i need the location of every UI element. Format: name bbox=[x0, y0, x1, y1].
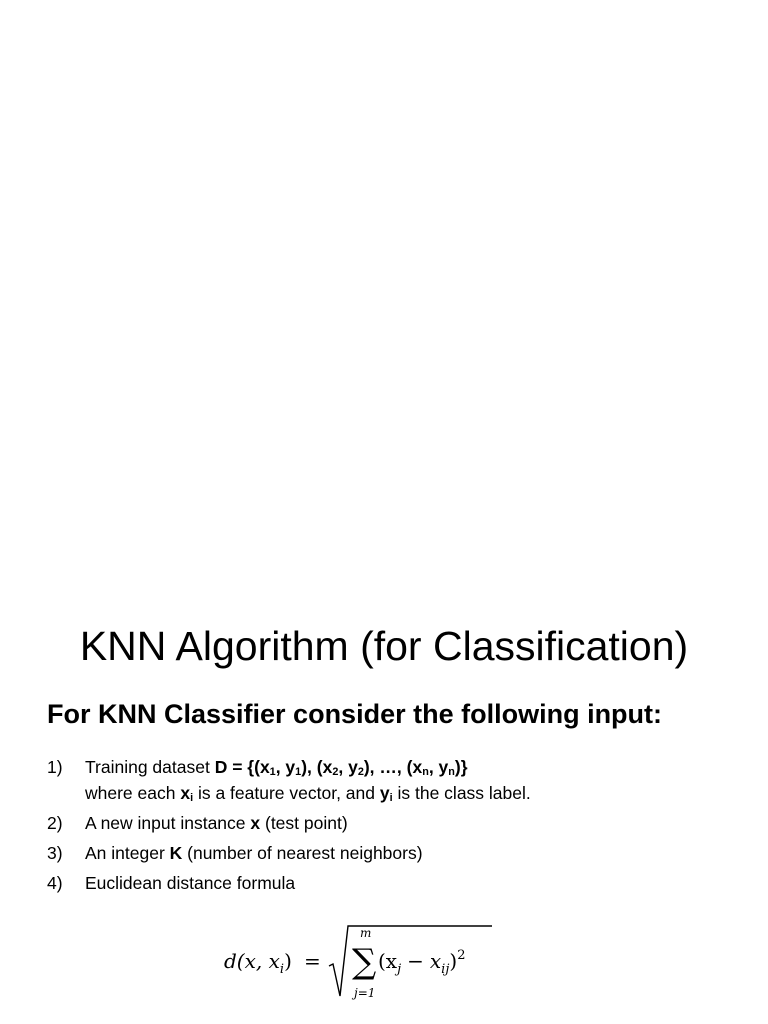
list-item-body bbox=[85, 754, 747, 806]
euclidean-distance-formula bbox=[220, 922, 510, 1008]
list-number: 3) bbox=[47, 843, 63, 863]
list-item-training-dataset bbox=[47, 754, 747, 810]
slide-title: KNN Algorithm (for Classification) bbox=[79, 623, 689, 669]
formula-graphic bbox=[220, 922, 510, 1008]
list-item-k-value bbox=[47, 840, 747, 870]
input-list bbox=[47, 754, 747, 900]
list-item-test-point bbox=[47, 810, 747, 840]
item-text: Training dataset bbox=[85, 757, 215, 777]
sum-symbol: ∑ bbox=[352, 942, 377, 982]
formula-equals: = bbox=[304, 949, 321, 973]
item-description: where each $x_i$ is a feature vector, and $y_i$ is the class label. bbox=[85, 783, 531, 804]
list-item-body: Euclidean distance formula bbox=[85, 873, 296, 893]
sum-lower-limit: j=1 bbox=[354, 986, 376, 1000]
list-number: 4) bbox=[47, 873, 63, 893]
formula-lhs: d(x, $x_i$) bbox=[224, 949, 292, 977]
slide-subtitle: For KNN Classifier consider the following input: bbox=[47, 699, 663, 729]
dataset-notation: $D = \{(x_1$, $y_1$), ($x_2$, $y_2$), …, ($x_n$, $y_n$)} bbox=[214, 757, 468, 778]
list-item-distance-formula bbox=[47, 870, 747, 900]
formula-term: $(x_j - x_{ij})^2$ bbox=[378, 948, 466, 977]
sum-upper-limit: m bbox=[360, 926, 372, 940]
list-number: 2) bbox=[47, 813, 63, 833]
list-number: 1) bbox=[47, 757, 63, 777]
list-item-body: An integer K (number of nearest neighbors) bbox=[85, 843, 423, 863]
list-item-body: A new input instance x (test point) bbox=[85, 813, 348, 833]
